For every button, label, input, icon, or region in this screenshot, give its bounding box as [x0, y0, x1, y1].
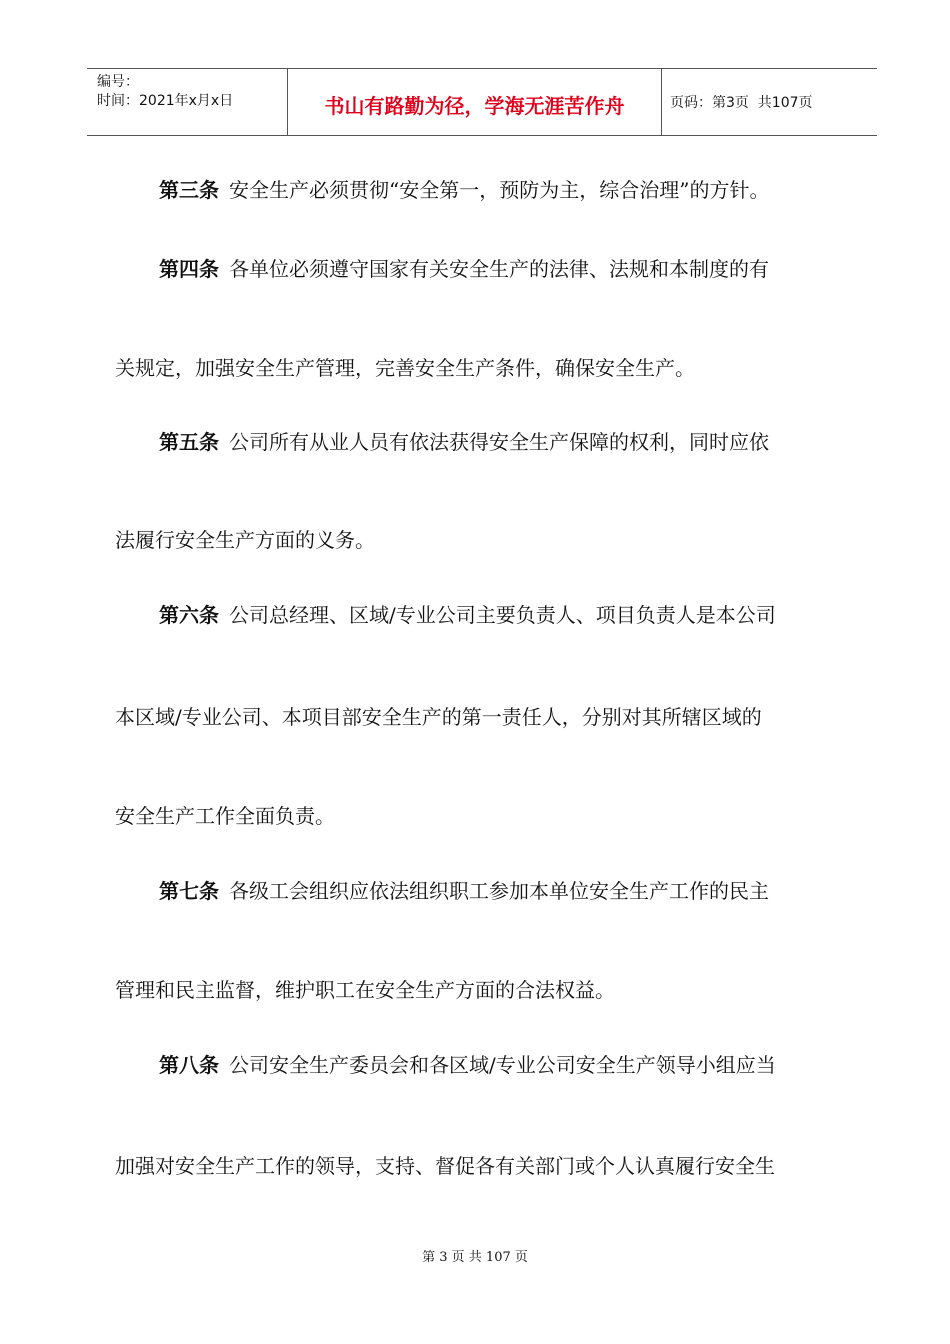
paragraph-continuation: 加强对安全生产工作的领导，支持、督促各有关部门或个人认真履行安全生: [115, 1154, 775, 1178]
paragraph-text: 公司所有从业人员有依法获得安全生产保障的权利，同时应依: [229, 430, 769, 454]
page-info-text: 页码：第3页 共107页: [670, 95, 813, 111]
header-meta: [87, 69, 288, 135]
article-number: 第三条: [159, 178, 219, 202]
paragraph-article-8: [159, 1053, 950, 1077]
paragraph-text: 安全生产必须贯彻“安全第一，预防为主，综合治理”的方针。: [229, 178, 770, 202]
paragraph-article-3: [159, 178, 950, 202]
article-number: 第八条: [159, 1053, 219, 1077]
paragraph-article-6: [159, 603, 950, 627]
article-number: 第七条: [159, 879, 219, 903]
paragraph-continuation: 关规定，加强安全生产管理，完善安全生产条件，确保安全生产。: [115, 356, 695, 380]
paragraph-continuation: 管理和民主监督，维护职工在安全生产方面的合法权益。: [115, 978, 615, 1002]
article-number: 第五条: [159, 430, 219, 454]
paragraph-text: 各级工会组织应依法组织职工参加本单位安全生产工作的民主: [229, 879, 769, 903]
article-number: 第四条: [159, 257, 219, 281]
paragraph-continuation: 本区域/专业公司、本项目部安全生产的第一责任人，分别对其所辖区域的: [115, 705, 762, 729]
paragraph-text: 公司安全生产委员会和各区域/专业公司安全生产领导小组应当: [229, 1053, 776, 1077]
paragraph-continuation: 法履行安全生产方面的义务。: [115, 528, 375, 552]
document-header: [87, 68, 877, 136]
paragraph-text: 公司总经理、区域/专业公司主要负责人、项目负责人是本公司: [229, 603, 776, 627]
paragraph-article-5: [159, 430, 950, 454]
header-page-info: [662, 69, 877, 135]
article-number: 第六条: [159, 603, 219, 627]
number-label: 编号：: [97, 74, 139, 90]
header-motto: 书山有路勤为径，学海无涯苦作舟: [288, 69, 662, 135]
paragraph-article-4: [159, 257, 950, 281]
paragraph-continuation: 安全生产工作全面负责。: [115, 804, 335, 828]
paragraph-text: 各单位必须遵守国家有关安全生产的法律、法规和本制度的有: [229, 257, 769, 281]
page-footer: 第 3 页 共 107 页: [422, 1250, 528, 1265]
time-label: 时间：2021年x月x日: [97, 93, 234, 109]
paragraph-article-7: [159, 879, 950, 903]
